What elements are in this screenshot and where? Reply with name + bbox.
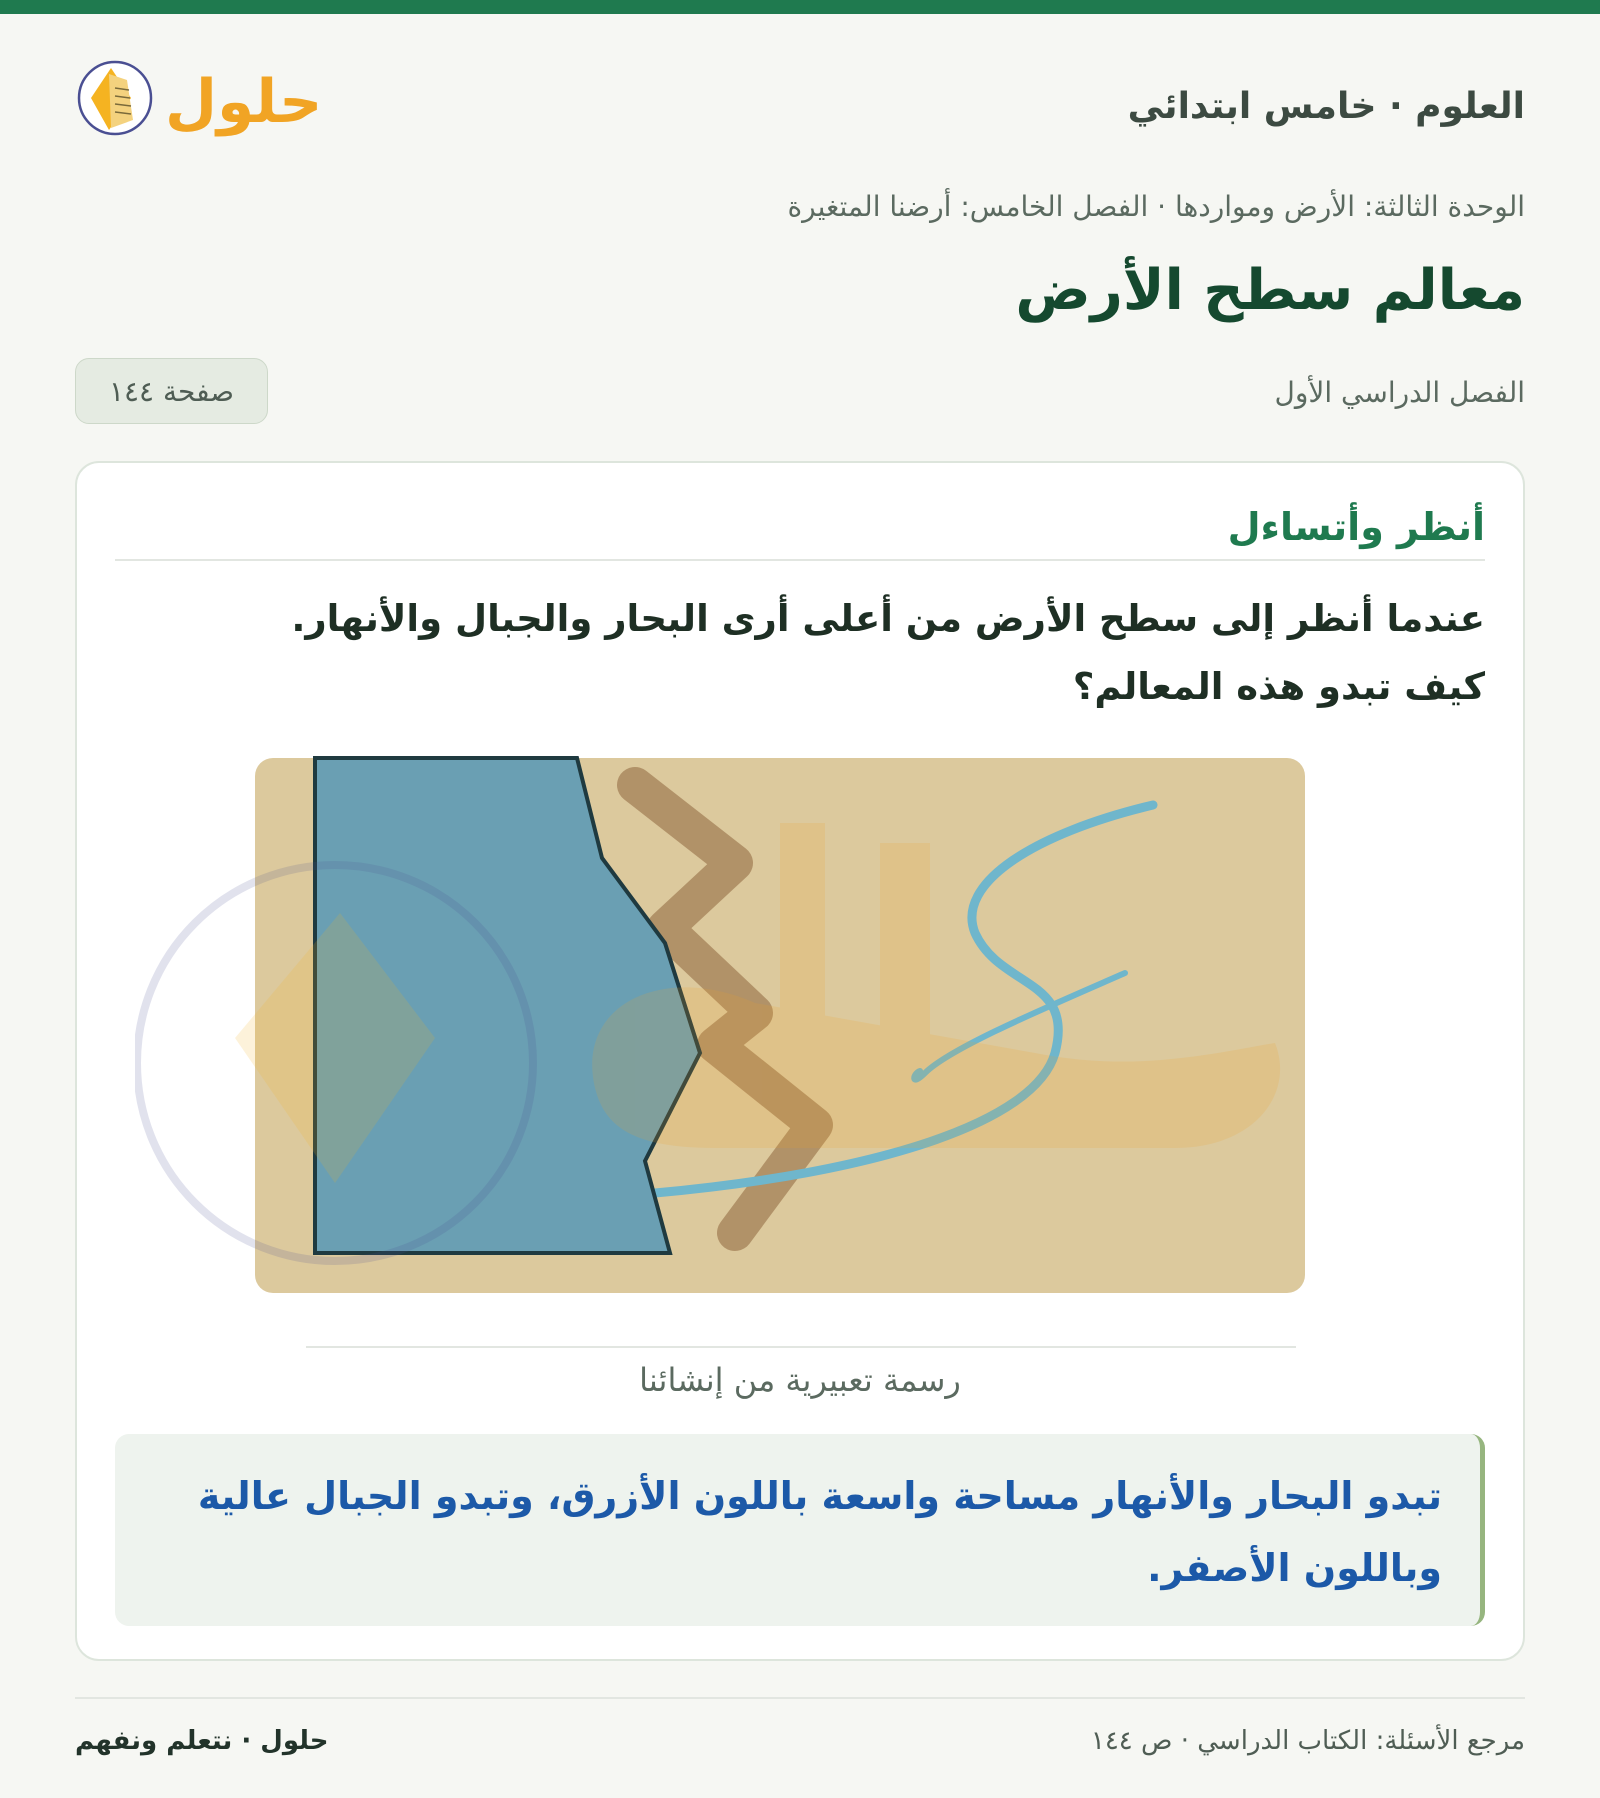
- page-header: [75, 50, 1525, 160]
- question-text: عندما أنظر إلى سطح الأرض من أعلى أرى البحار والجبال والأنهار. كيف تبدو هذه المعالم؟: [291, 597, 1485, 708]
- breadcrumb: الوحدة الثالثة: الأرض ومواردها · الفصل الخامس: أرضنا المتغيرة: [787, 190, 1525, 223]
- figure-caption: رسمة تعبيرية من إنشائنا: [639, 1361, 961, 1399]
- page-title: معالم سطح الأرض: [1015, 258, 1525, 323]
- answer-box: [115, 1434, 1485, 1626]
- section-divider: [115, 559, 1485, 561]
- page-number-badge: صفحة ١٤٤: [75, 358, 268, 424]
- footer-divider: [75, 1697, 1525, 1699]
- figure-divider: [306, 1346, 1296, 1348]
- earth-features-illustration: [135, 753, 1375, 1293]
- hulool-logo-icon[interactable]: [75, 50, 335, 160]
- section-heading: أنظر وأتساءل: [1227, 505, 1485, 549]
- subject-grade-title: العلوم · خامس ابتدائي: [1127, 86, 1525, 127]
- question-card: [75, 461, 1525, 1661]
- answer-text: تبدو البحار والأنهار مساحة واسعة باللون الأزرق، وتبدو الجبال عالية وباللون الأصفر.: [197, 1474, 1442, 1590]
- top-accent-bar: [0, 0, 1600, 14]
- footer-reference: مرجع الأسئلة: الكتاب الدراسي · ص ١٤٤: [1090, 1726, 1525, 1756]
- footer-brand[interactable]: حلول · نتعلم ونفهم: [75, 1726, 329, 1756]
- term-label: الفصل الدراسي الأول: [1274, 376, 1525, 409]
- logo-wordmark: حلول: [165, 67, 323, 137]
